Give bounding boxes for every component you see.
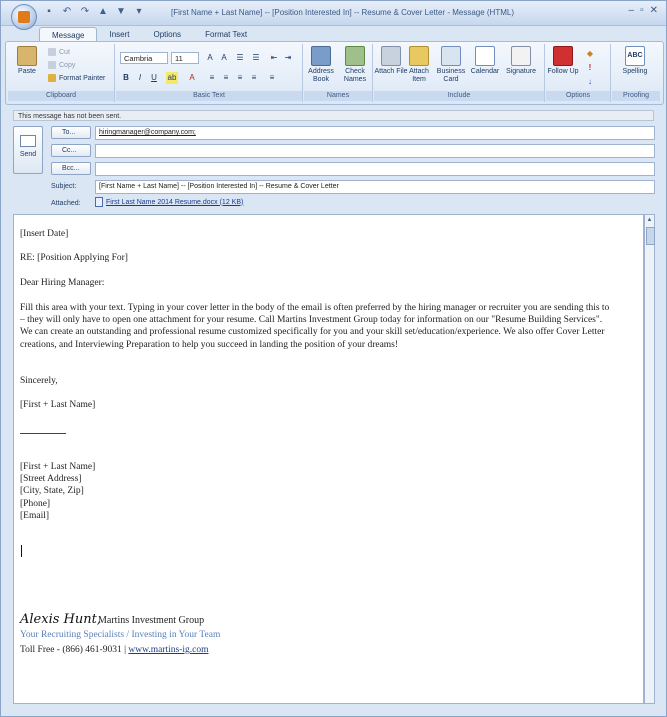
body-name-2: [First + Last Name] [20, 462, 96, 472]
permission-icon[interactable]: ◆ [586, 49, 594, 58]
signature-line [20, 433, 66, 434]
grow-font-icon[interactable]: A [207, 53, 213, 62]
brush-icon [48, 74, 56, 82]
paste-label: Paste [18, 68, 36, 75]
highlight-icon[interactable]: ab [167, 73, 177, 82]
check-names-icon [345, 46, 365, 66]
body-street: [Street Address] [20, 474, 82, 484]
attachment-item[interactable] [95, 197, 243, 207]
font-size-select[interactable]: 11 [171, 52, 199, 64]
copy-label: Copy [59, 61, 76, 69]
word-doc-icon [95, 197, 103, 207]
cut-label: Cut [59, 48, 70, 56]
check-names-label: Check Names [343, 68, 367, 83]
address-book-button[interactable] [304, 46, 338, 84]
body-city: [City, State, Zip] [20, 486, 84, 496]
spelling-button[interactable] [618, 46, 652, 76]
cut-button[interactable] [48, 48, 70, 56]
signature-name: Alexis Hunt, [20, 612, 101, 627]
copy-button[interactable] [48, 61, 75, 69]
spelling-label: Spelling [622, 68, 648, 75]
attached-label: Attached: [51, 200, 81, 207]
signature-label: Signature [506, 68, 536, 75]
font-color-icon[interactable]: A [189, 73, 195, 82]
bcc-button[interactable]: Bcc... [51, 162, 91, 175]
signature-icon [511, 46, 531, 66]
align-right-icon[interactable]: ≡ [237, 73, 243, 82]
basic-text-group [116, 44, 303, 102]
info-bar: This message has not been sent. [13, 110, 654, 121]
options-group [546, 44, 611, 102]
scissors-icon [48, 48, 56, 56]
window-controls [629, 5, 659, 16]
clipboard-group-label: Clipboard [8, 91, 114, 101]
business-card-label: Business Card [436, 68, 466, 83]
office-button[interactable] [11, 4, 37, 30]
window-title: [First Name + Last Name] -- [Position Interested In] -- Resume & Cover Letter - Message (HTML) [171, 8, 514, 17]
close-icon[interactable]: ✕ [649, 5, 658, 16]
check-names-button[interactable] [338, 46, 372, 84]
tab-insert[interactable]: Insert [109, 30, 130, 39]
attach-file-label: Attach File [374, 68, 408, 75]
body-re: RE: [Position Applying For] [20, 253, 128, 263]
font-name-select[interactable]: Cambria [120, 52, 168, 64]
to-field[interactable] [95, 126, 655, 140]
to-button[interactable]: To... [51, 126, 91, 139]
business-card-icon [441, 46, 461, 66]
signature-tagline: Your Recruiting Specialists / Investing in Your Team [20, 630, 221, 640]
body-name-1: [First + Last Name] [20, 400, 96, 410]
format-painter-label: Format Painter [59, 74, 106, 82]
scroll-thumb[interactable] [646, 227, 655, 245]
down-arrow-icon[interactable]: ▼ [116, 6, 126, 17]
follow-up-button[interactable] [546, 46, 580, 76]
office-logo-icon [18, 11, 30, 23]
body-date: [Insert Date] [20, 229, 69, 239]
follow-up-label: Follow Up [547, 68, 579, 75]
send-icon [20, 135, 36, 147]
calendar-label: Calendar [470, 68, 500, 75]
message-body[interactable] [13, 214, 644, 704]
ribbon [5, 41, 664, 105]
para-icon[interactable]: ≡ [269, 73, 275, 82]
tab-format-text[interactable]: Format Text [205, 30, 248, 39]
send-label: Send [19, 151, 37, 158]
body-email: [Email] [20, 511, 50, 521]
subject-field[interactable]: [First Name + Last Name] -- [Position Interested In] -- Resume & Cover Letter [95, 180, 655, 194]
proofing-group [612, 44, 660, 102]
align-center-icon[interactable]: ≡ [223, 73, 229, 82]
undo-icon[interactable]: ↶ [62, 6, 72, 17]
include-group [374, 44, 545, 102]
tab-message[interactable]: Message [39, 27, 97, 43]
signature-contact [20, 645, 208, 655]
body-closing: Sincerely, [20, 376, 58, 386]
to-recipient[interactable]: hiringmanager@company.com; [99, 129, 196, 136]
paste-icon [17, 46, 37, 66]
calendar-icon [475, 46, 495, 66]
attach-item-label: Attach Item [409, 68, 429, 83]
quick-access-toolbar [43, 6, 145, 18]
body-phone: [Phone] [20, 499, 51, 509]
low-importance-icon[interactable]: ↓ [588, 77, 592, 86]
envelope-clip-icon [409, 46, 429, 66]
flag-icon [553, 46, 573, 66]
tab-options[interactable]: Options [153, 30, 182, 39]
cc-button[interactable]: Cc... [51, 144, 91, 157]
italic-icon[interactable]: I [138, 73, 142, 82]
copy-icon [48, 61, 56, 69]
calendar-button[interactable] [468, 46, 502, 76]
maximize-icon[interactable]: ▫ [640, 5, 644, 16]
names-group [304, 44, 373, 102]
save-icon[interactable]: ▪ [47, 6, 51, 17]
text-caret [21, 545, 22, 557]
signature-company: Martins Investment Group [98, 615, 205, 626]
title-bar [1, 1, 666, 26]
bold-icon[interactable]: B [123, 73, 129, 82]
increase-indent-icon[interactable]: ⇥ [284, 53, 292, 62]
cc-field[interactable] [95, 144, 655, 158]
align-left-icon[interactable]: ≡ [209, 73, 215, 82]
address-book-label: Address Book [308, 68, 334, 83]
body-greeting: Dear Hiring Manager: [20, 278, 105, 288]
basic-text-group-label: Basic Text [116, 91, 302, 101]
up-arrow-icon[interactable]: ▲ [98, 6, 108, 17]
customize-qat-icon[interactable]: ▾ [136, 6, 142, 17]
paste-button[interactable] [10, 46, 44, 76]
website-link[interactable]: www.martins-ig.com [128, 645, 209, 655]
bcc-field[interactable] [95, 162, 655, 176]
signature-button[interactable] [504, 46, 538, 76]
proofing-group-label: Proofing [612, 91, 660, 101]
clipboard-group [8, 44, 115, 102]
high-importance-icon[interactable]: ! [588, 63, 592, 72]
underline-icon[interactable]: U [151, 73, 157, 82]
address-book-icon [311, 46, 331, 66]
decrease-indent-icon[interactable]: ⇤ [270, 53, 278, 62]
format-painter-button[interactable] [48, 74, 105, 82]
numbering-icon[interactable]: ☰ [252, 53, 260, 62]
include-group-label: Include [374, 91, 544, 101]
redo-icon[interactable]: ↷ [80, 6, 90, 17]
spelling-icon: ABC [625, 46, 645, 66]
subject-label: Subject: [51, 183, 77, 190]
bullets-icon[interactable]: ☰ [236, 53, 244, 62]
justify-icon[interactable]: ≡ [251, 73, 257, 82]
scroll-up-icon[interactable]: ▲ [646, 217, 653, 223]
attach-item-button[interactable] [402, 46, 436, 84]
attachment-name: First Last Name 2014 Resume.docx (12 KB) [106, 198, 244, 206]
minimize-icon[interactable]: – [628, 5, 635, 16]
options-group-label: Options [546, 91, 610, 101]
names-group-label: Names [304, 91, 372, 101]
toll-free-text: Toll Free - (866) 461-9031 | [20, 645, 129, 655]
body-paragraph: Fill this area with your text. Typing in your cover letter in the body of the email is often preferred by the hiring manager or recruiter you are sending this to – they will only have to open one attachment for your resume. Call Martins Investment Group today for information on our "Resume Building Services". We can create an outstanding and professional resume customized specifically for you and your skill set/education/experience. We also offer Cover Letter creations, and Interviewing Preparation to help you succeed in landing the position of your dreams! [20, 303, 610, 350]
business-card-button[interactable] [434, 46, 468, 84]
shrink-font-icon[interactable]: A [221, 53, 227, 62]
paperclip-icon [381, 46, 401, 66]
vertical-scrollbar[interactable] [644, 214, 655, 704]
send-button[interactable] [13, 126, 43, 174]
